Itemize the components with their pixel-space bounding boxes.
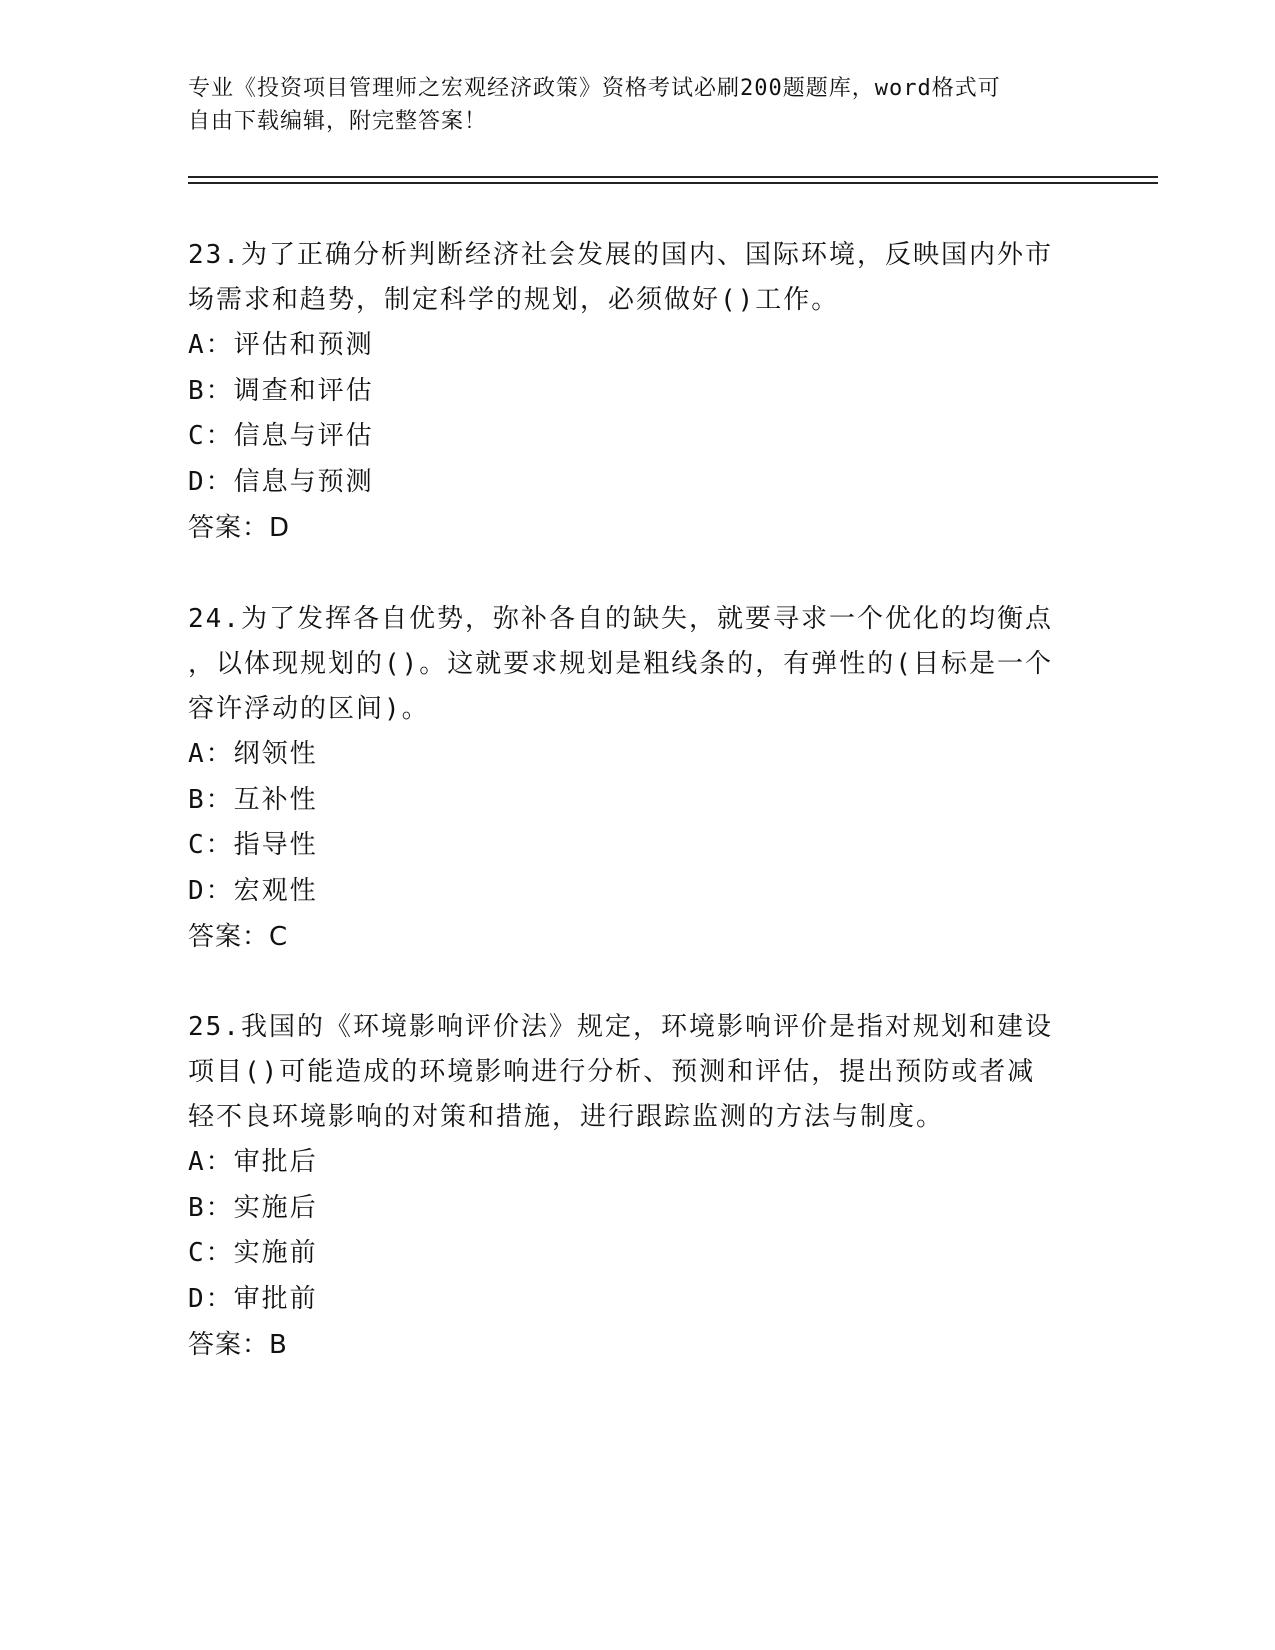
option-a: A：纲领性: [188, 739, 318, 769]
question-24: [188, 597, 1088, 960]
header-divider-bottom: [188, 182, 1158, 184]
option-b: B：互补性: [188, 784, 318, 815]
answer-line: 答案：C: [188, 922, 289, 952]
option-c: C：信息与评估: [188, 421, 374, 451]
question-text: 24.为了发挥各自优势，弥补各自的缺失，就要寻求一个优化的均衡点 ，以体现规划的()。这就要求规划是粗线条的，有弹性的(目标是一个 容许浮动的区间)。: [188, 604, 1053, 724]
question-text: 25.我国的《环境影响评价法》规定，环境影响评价是指对规划和建设 项目()可能造成的环境影响进行分析、预测和评估，提出预防或者减 轻不良环境影响的对策和措施，进行跟踪监测的方法与制度。: [188, 1012, 1053, 1132]
question-text: 23.为了正确分析判断经济社会发展的国内、国际环境，反映国内外市 场需求和趋势，制定科学的规划，必须做好()工作。: [188, 240, 1053, 315]
question-25: [188, 1005, 1088, 1368]
option-c: C：指导性: [188, 830, 318, 860]
option-d: D：宏观性: [188, 875, 318, 906]
option-b: B：实施后: [188, 1192, 318, 1223]
answer-line: 答案：D: [188, 513, 291, 543]
option-d: D：信息与预测: [188, 466, 374, 497]
option-b: B：调查和评估: [188, 375, 374, 406]
option-d: D：审批前: [188, 1283, 318, 1314]
header-divider-top: [188, 176, 1158, 178]
answer-line: 答案：B: [188, 1330, 288, 1360]
option-c: C：实施前: [188, 1238, 318, 1268]
question-23: [188, 233, 1088, 551]
document-header: 专业《投资项目管理师之宏观经济政策》资格考试必刷200题题库，word格式可 自由下载编辑，附完整答案！: [188, 76, 1001, 134]
option-a: A：评估和预测: [188, 330, 374, 360]
option-a: A：审批后: [188, 1147, 318, 1177]
